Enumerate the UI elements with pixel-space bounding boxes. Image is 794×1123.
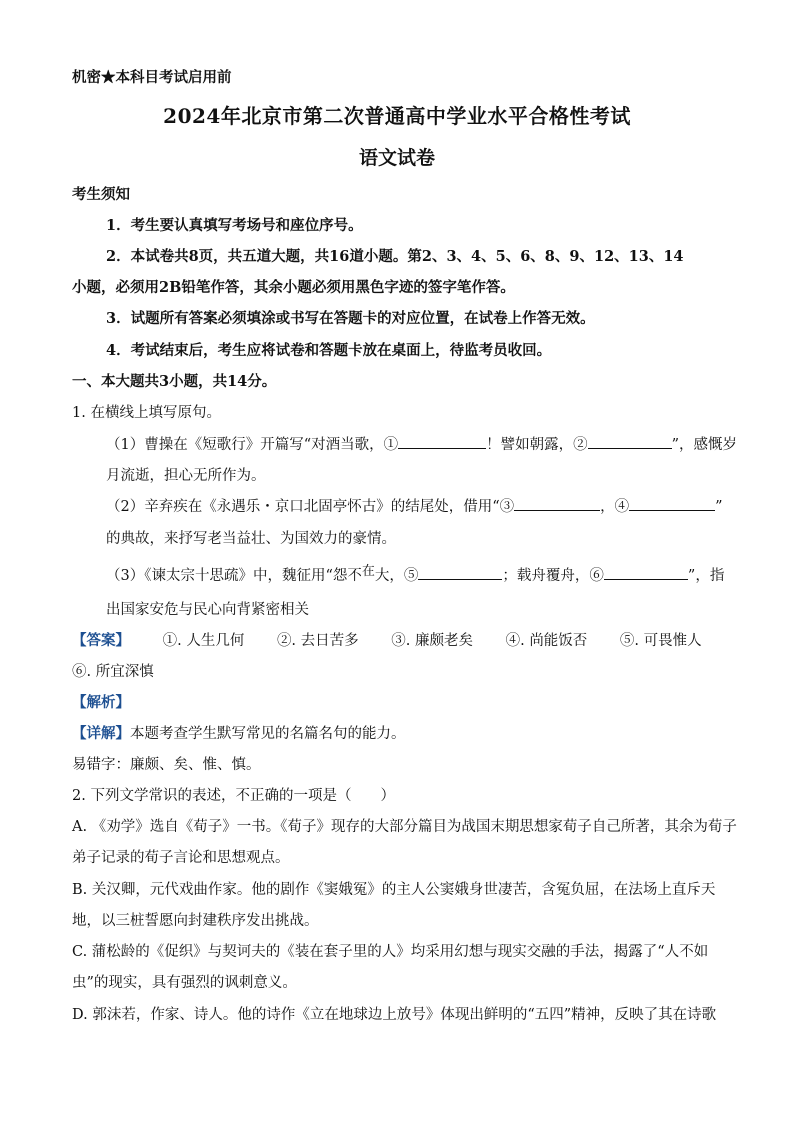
blank-5 <box>418 565 502 580</box>
q1-part1 <box>106 433 737 454</box>
notice-item-2: 2．本试卷共8页，共五道大题，共16道小题。第2、3、4、5、6、8、9、12、13、14 <box>106 248 684 265</box>
q2-option-b-line1: B. 关汉卿，元代戏曲作家。他的剧作《窦娥冤》的主人公窦娥身世凄苦，含冤负屈，在法场上直斥天 <box>72 882 716 898</box>
q2-option-c-line1: C. 蒲松龄的《促织》与契诃夫的《装在套子里的人》均采用幻想与现实交融的手法，揭露了“人不如 <box>72 944 709 960</box>
q1-stem: 1. 在横线上填写原句。 <box>72 405 221 421</box>
blank-1 <box>398 434 486 449</box>
notice-item-3: 3．试题所有答案必须填涂或书写在答题卡的对应位置，在试卷上作答无效。 <box>106 310 595 327</box>
exam-title: 2024年北京市第二次普通高中学业水平合格性考试 <box>163 104 631 128</box>
answer-row <box>72 629 702 650</box>
notice-item-4: 4．考试结束后，考生应将试卷和答题卡放在桌面上，待监考员收回。 <box>106 342 552 359</box>
analysis-typo: 易错字：廉颇、矣、惟、慎。 <box>72 757 261 773</box>
notice-item-1: 1．考生要认真填写考场号和座位序号。 <box>106 217 363 234</box>
analysis-detail <box>72 722 406 743</box>
q1-part1-text-c: ”，感慨岁 <box>671 437 738 453</box>
answer-item-6: ⑥. 所宜深慎 <box>72 664 154 680</box>
q1-part2-text-a: （2）辛弃疾在《永遇乐・京口北固亭怀古》的结尾处，借用“③ <box>106 499 515 515</box>
answer-label: 【答案】 <box>72 632 130 649</box>
secret-label: 机密★本科目考试启用前 <box>72 69 232 86</box>
q1-part2-text-b: ，④ <box>600 499 630 515</box>
q1-part2 <box>106 495 723 516</box>
q2-option-c-line2: 虫”的现实，具有强烈的讽刺意义。 <box>72 975 297 991</box>
paper-subtitle: 语文试卷 <box>358 147 435 169</box>
q1-part3 <box>106 564 724 585</box>
q1-part1-cont: 月流逝，担心无所作为。 <box>106 468 266 484</box>
answer-item-4: ④. 尚能饭否 <box>505 633 588 649</box>
answer-item-5: ⑤. 可畏惟人 <box>619 633 702 649</box>
notice-heading: 考生须知 <box>72 186 130 203</box>
q2-option-b-line2: 地，以三桩誓愿向封建秩序发出挑战。 <box>72 913 319 929</box>
answer-item-2: ②. 去日苦多 <box>276 633 359 649</box>
blank-4 <box>629 496 715 511</box>
q1-part1-text-a: （1）曹操在《短歌行》开篇写“对酒当歌，① <box>106 437 399 453</box>
q1-part3-superscript: 在 <box>361 564 375 579</box>
q1-part3-text-d: ”，指 <box>687 568 725 584</box>
analysis-label: 【解析】 <box>72 694 130 711</box>
blank-3 <box>514 496 600 511</box>
q1-part3-text-c: ；载舟覆舟，⑥ <box>502 568 604 584</box>
detail-text: 本题考查学生默写常见的名篇名句的能力。 <box>130 726 406 742</box>
q1-part2-cont: 的典故，来抒写老当益壮、为国效力的豪情。 <box>106 531 396 547</box>
q2-stem: 2. 下列文学常识的表述，不正确的一项是（ ） <box>72 788 395 804</box>
answer-item-1: ①. 人生几何 <box>162 633 245 649</box>
section-1-heading: 一、本大题共3小题，共14分。 <box>72 373 277 390</box>
q1-part1-text-b: ！譬如朝露，② <box>486 437 588 453</box>
q2-option-a-line2: 弟子记录的荀子言论和思想观点。 <box>72 850 290 866</box>
q1-part2-text-c: ” <box>715 499 723 515</box>
answer-item-3: ③. 廉颇老矣 <box>391 633 473 649</box>
notice-item-2-cont: 小题，必须用2B铅笔作答，其余小题必须用黑色字迹的签字笔作答。 <box>72 279 515 296</box>
q1-part3-text-b: 大，⑤ <box>374 568 419 584</box>
blank-6 <box>604 565 688 580</box>
blank-2 <box>588 434 672 449</box>
q2-option-a-line1: A. 《劝学》选自《荀子》一书。《荀子》现存的大部分篇目为战国末期思想家荀子自己所著，其余为荀子 <box>72 819 737 835</box>
q1-part3-text-a: （3）《谏太宗十思疏》中，魏征用“怨不 <box>106 568 362 584</box>
q2-option-d-line1: D. 郭沫若，作家、诗人。他的诗作《立在地球边上放号》体现出鲜明的“五四”精神，反映了其在诗歌 <box>72 1007 717 1023</box>
detail-label: 【详解】 <box>72 725 130 742</box>
q1-part3-cont: 出国家安危与民心向背紧密相关 <box>106 602 309 618</box>
